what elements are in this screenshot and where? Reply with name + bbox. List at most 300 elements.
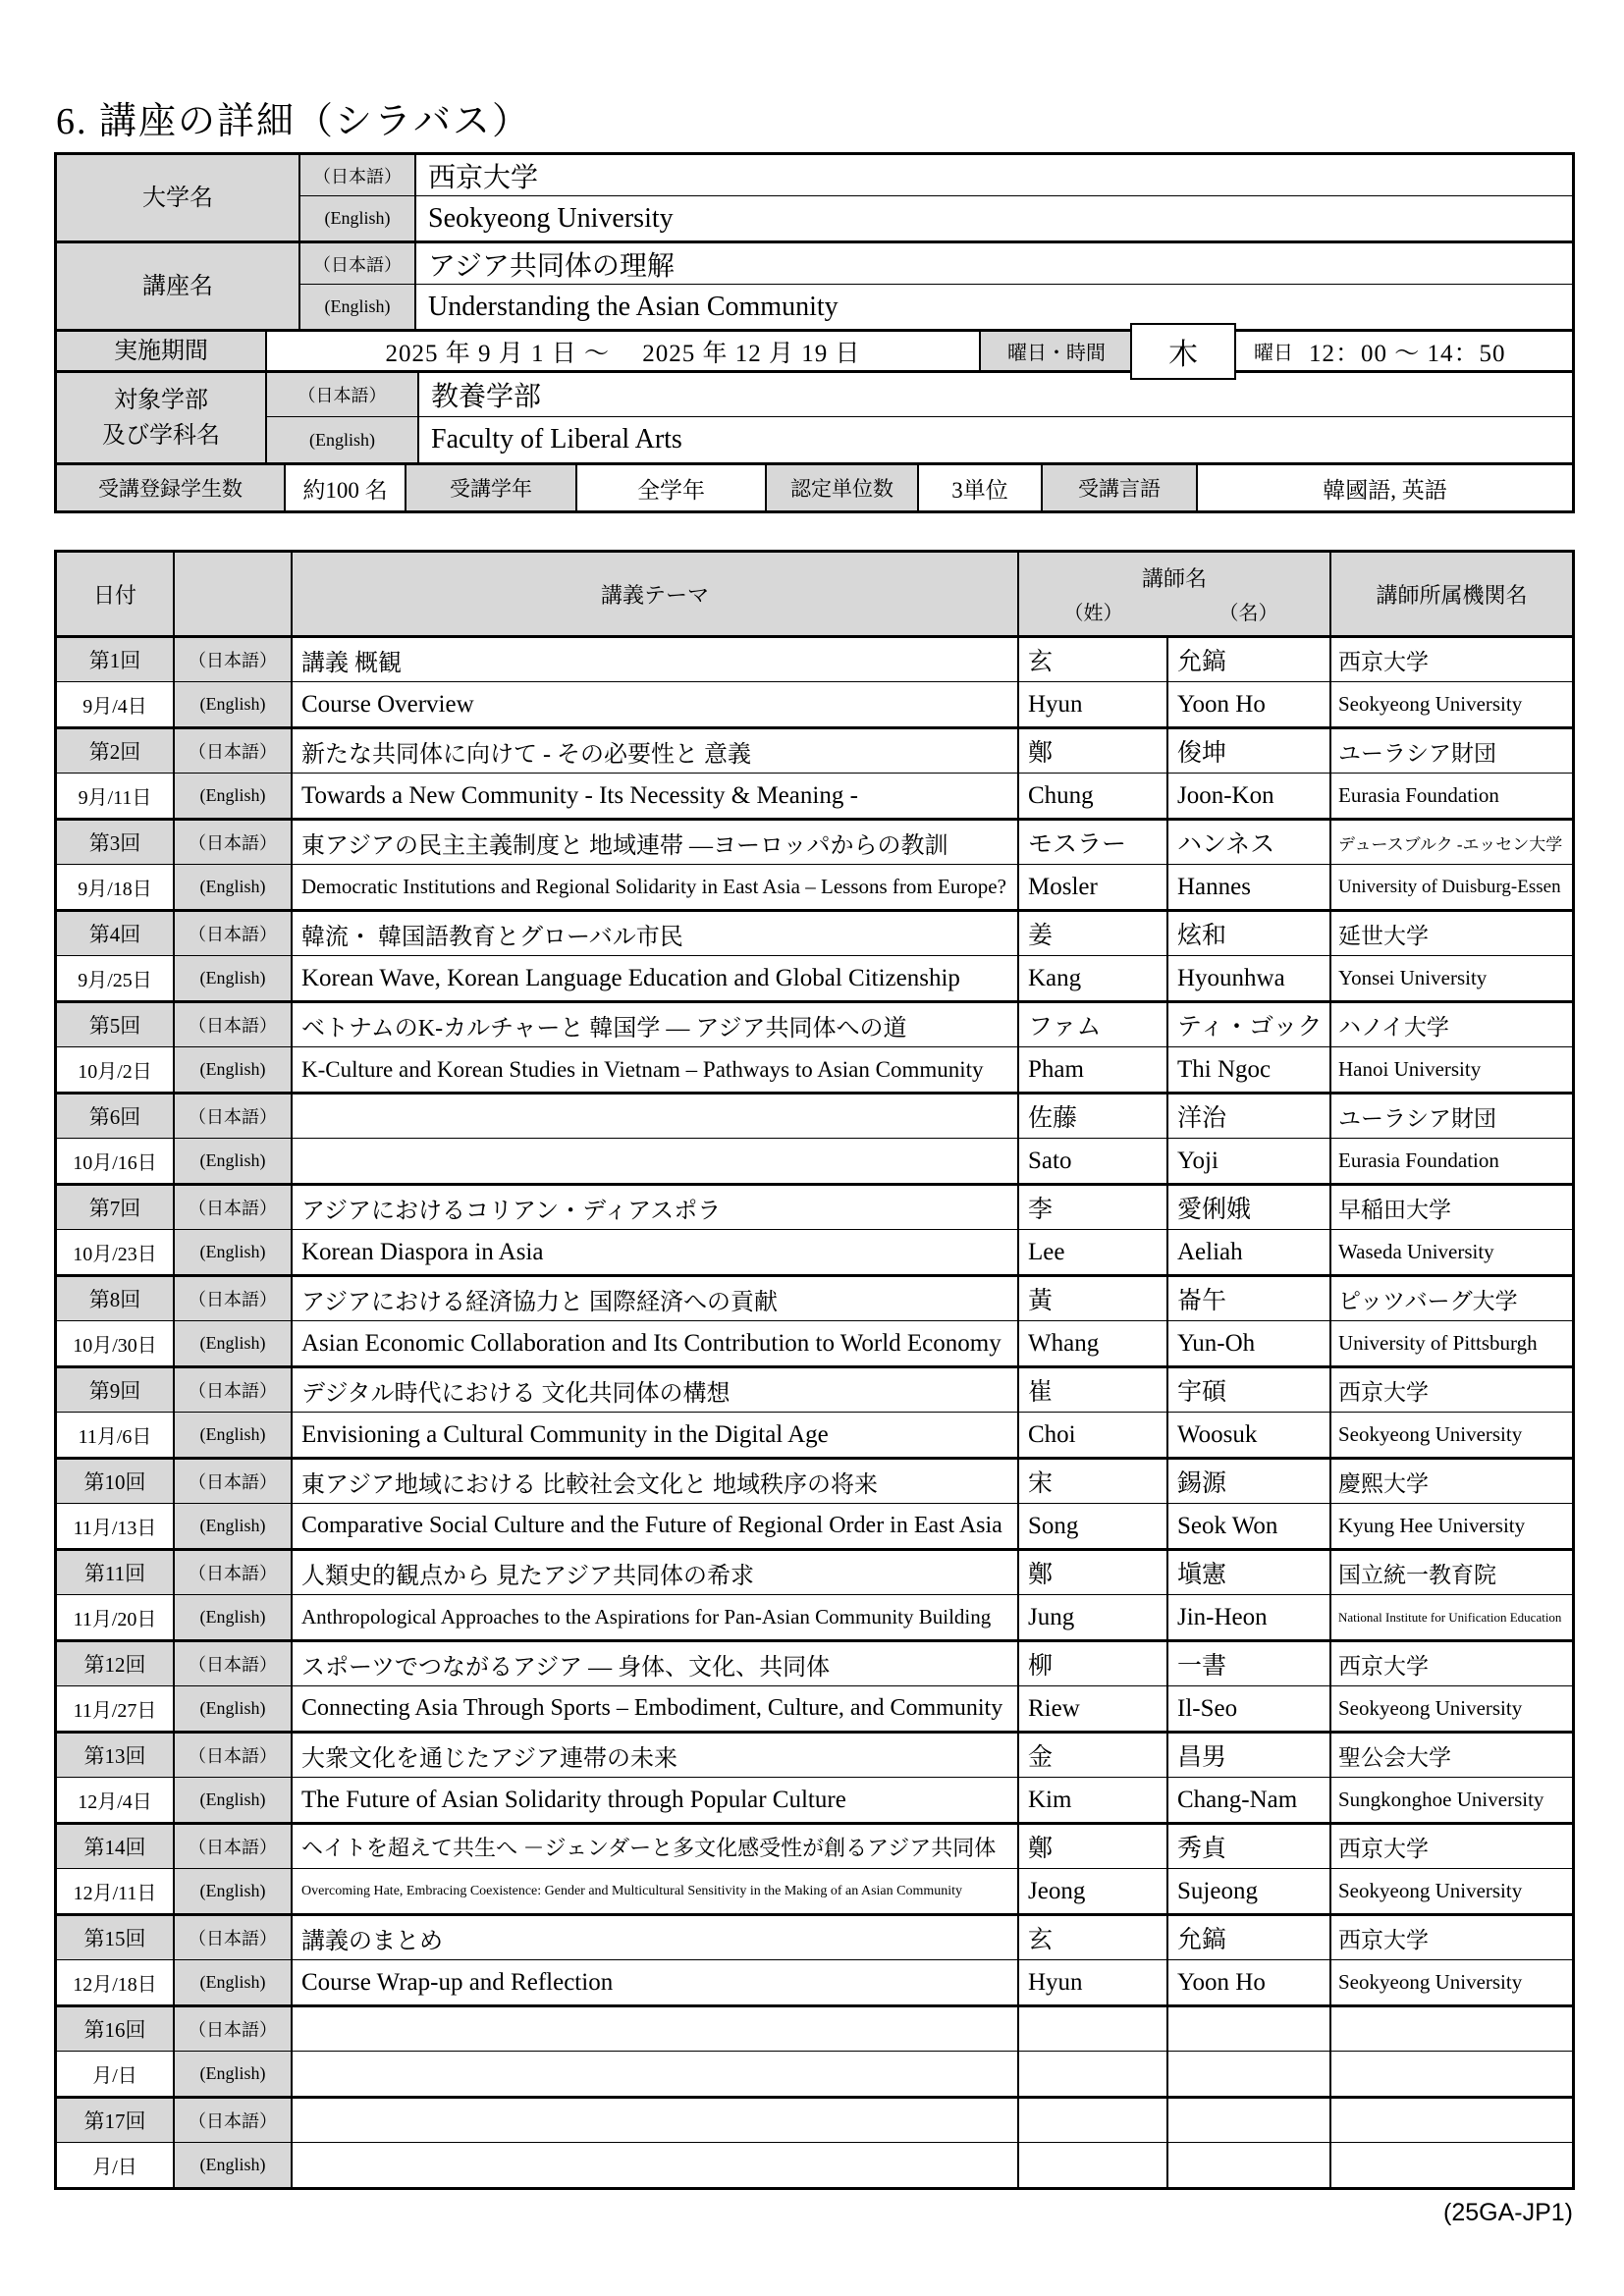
- givenname-en: Hyounhwa: [1177, 964, 1285, 991]
- surname-en: Whang: [1028, 1329, 1100, 1357]
- surname-en: Jung: [1028, 1603, 1075, 1630]
- lecture-group: [57, 1460, 1572, 1551]
- org-ja: 西京大学: [1338, 1379, 1429, 1405]
- course-name-en: Understanding the Asian Community: [428, 291, 839, 322]
- lecture-row-ja: [57, 912, 1572, 956]
- givenname-ja-cell: [1168, 1368, 1331, 1412]
- lecture-date-cell: [57, 1960, 175, 2004]
- lecture-group: [57, 1642, 1572, 1734]
- theme-en-cell: [293, 1960, 1019, 2004]
- en-tag: (English): [175, 865, 293, 909]
- theme-en-cell: [293, 1230, 1019, 1274]
- lecture-date: 12月/4日: [78, 1791, 152, 1813]
- surname-header: （姓）: [1063, 603, 1123, 624]
- org-en-cell: [1331, 1321, 1572, 1365]
- lecture-date: 10月/16日: [73, 1152, 157, 1174]
- givenname-ja-cell: [1168, 2099, 1331, 2142]
- surname-en: Kang: [1028, 964, 1082, 991]
- org-en-cell: [1331, 1869, 1572, 1913]
- theme-header: 講義テーマ: [293, 553, 1019, 635]
- theme-ja-cell: [293, 1186, 1019, 1229]
- en-tag: (English): [175, 1413, 293, 1457]
- org-ja: 西京大学: [1338, 1653, 1429, 1679]
- org-ja-cell: [1331, 1095, 1572, 1138]
- surname-ja-cell: [1019, 1551, 1168, 1594]
- givenname-ja-cell: [1168, 2007, 1331, 2051]
- theme-ja-cell: [293, 1460, 1019, 1503]
- lecture-row-ja: [57, 1186, 1572, 1230]
- lecture-row-ja: [57, 1642, 1572, 1686]
- givenname-en-cell: [1168, 774, 1331, 818]
- lecture-no-cell: [57, 1551, 175, 1594]
- ja-tag: （日本語）: [175, 2007, 293, 2051]
- en-tag: (English): [175, 1595, 293, 1639]
- givenname-ja-cell: [1168, 638, 1331, 681]
- theme-ja: 新たな共同体に向けて - その必要性と 意義: [301, 741, 751, 768]
- theme-ja: 人類史的観点から 見たアジア共同体の希求: [301, 1563, 755, 1589]
- org-en-cell: [1331, 865, 1572, 909]
- givenname-header: （名）: [1218, 603, 1278, 624]
- theme-en-cell: [293, 1595, 1019, 1639]
- lecture-row-ja: [57, 2007, 1572, 2052]
- en-tag: (English): [175, 2143, 293, 2187]
- lecture-no: 第9回: [88, 1379, 141, 1403]
- givenname-ja-cell: [1168, 1277, 1331, 1320]
- givenname-ja-cell: [1168, 1734, 1331, 1777]
- surname-ja: 姜: [1028, 923, 1054, 949]
- schedule-header: [57, 553, 1572, 638]
- ja-tag: （日本語）: [175, 1368, 293, 1412]
- en-tag: (English): [175, 1960, 293, 2004]
- lecture-row-en: [57, 1869, 1572, 1913]
- ja-tag: （日本語）: [175, 821, 293, 864]
- en-tag: (English): [175, 1139, 293, 1183]
- ja-tag: （日本語）: [175, 2099, 293, 2142]
- lecture-no: 第8回: [88, 1288, 141, 1311]
- lecture-no-cell: [57, 1186, 175, 1229]
- org-en-cell: [1331, 1686, 1572, 1731]
- org-ja-cell: [1331, 2007, 1572, 2051]
- org-en-cell: [1331, 956, 1572, 1000]
- lecture-row-en: [57, 1413, 1572, 1457]
- en-tag: (English): [175, 1686, 293, 1731]
- en-tag: (English): [175, 1321, 293, 1365]
- lecture-date-cell: [57, 1778, 175, 1822]
- org-en: Seokyeong University: [1338, 1970, 1523, 1994]
- org-en-cell: [1331, 1595, 1572, 1639]
- surname-ja-cell: [1019, 638, 1168, 681]
- org-en-cell: [1331, 1504, 1572, 1548]
- lecture-row-en: [57, 1230, 1572, 1274]
- org-ja-cell: [1331, 912, 1572, 955]
- lecture-date-cell: [57, 2052, 175, 2096]
- lecture-no: 第11回: [83, 1562, 146, 1585]
- lecture-row-ja: [57, 1916, 1572, 1960]
- givenname-ja: 洋治: [1177, 1105, 1227, 1132]
- lecture-row-en: [57, 774, 1572, 818]
- surname-en-cell: [1019, 682, 1168, 726]
- givenname-en: Yun-Oh: [1177, 1329, 1256, 1357]
- theme-en: K-Culture and Korean Studies in Vietnam – Pathways to Asian Community: [301, 1056, 984, 1082]
- surname-en: Chung: [1028, 781, 1094, 809]
- ja-tag: （日本語）: [175, 1003, 293, 1046]
- theme-en-cell: [293, 1778, 1019, 1822]
- org-ja-cell: [1331, 729, 1572, 773]
- en-tag: (English): [175, 682, 293, 726]
- lecturer-header: 講師名 （姓） （名）: [1019, 553, 1331, 635]
- ja-tag: （日本語）: [175, 1734, 293, 1777]
- lecture-no: 第14回: [83, 1836, 146, 1859]
- en-tag: (English): [175, 1778, 293, 1822]
- theme-ja-cell: [293, 1916, 1019, 1959]
- lecture-group: [57, 1825, 1572, 1916]
- surname-en: Riew: [1028, 1694, 1080, 1722]
- university-name-en: Seokyeong University: [428, 202, 674, 234]
- surname-ja-cell: [1019, 1825, 1168, 1868]
- givenname-ja: 炫和: [1177, 923, 1227, 949]
- surname-ja-cell: [1019, 2099, 1168, 2142]
- theme-en: Asian Economic Collaboration and Its Contribution to World Economy: [301, 1329, 1001, 1357]
- lecture-row-en: [57, 1321, 1572, 1365]
- surname-ja: 柳: [1028, 1653, 1054, 1680]
- givenname-ja-cell: [1168, 1003, 1331, 1046]
- lecture-no-cell: [57, 1734, 175, 1777]
- surname-ja: 玄: [1028, 1927, 1054, 1953]
- en-tag: (English): [175, 1504, 293, 1548]
- lecture-no: 第7回: [88, 1197, 141, 1220]
- givenname-en: Yoji: [1177, 1147, 1218, 1174]
- org-ja-cell: [1331, 1825, 1572, 1868]
- lecture-row-en: [57, 682, 1572, 726]
- theme-en: Towards a New Community - Its Necessity & Meaning -: [301, 781, 858, 809]
- grade-value: 全学年: [577, 465, 767, 510]
- surname-ja: 李: [1028, 1197, 1054, 1223]
- surname-en: Pham: [1028, 1055, 1084, 1083]
- lecture-row-ja: [57, 1368, 1572, 1413]
- org-ja: 西京大学: [1338, 1836, 1429, 1861]
- org-en: Seokyeong University: [1338, 1422, 1523, 1446]
- lecture-date-cell: [57, 774, 175, 818]
- givenname-en-cell: [1168, 2052, 1331, 2096]
- weekday-box: 木: [1130, 323, 1236, 380]
- period-dates: 2025 年 9 月 1 日 ～ 2025 年 12 月 19 日: [385, 340, 861, 367]
- org-en: Seokyeong University: [1338, 1696, 1523, 1720]
- theme-ja: 東アジア地域における 比較社会文化と 地域秩序の将来: [301, 1471, 879, 1498]
- lecture-date-cell: [57, 1139, 175, 1183]
- givenname-en-cell: [1168, 1595, 1331, 1639]
- lecture-date-cell: [57, 682, 175, 726]
- en-tag: (English): [175, 1869, 293, 1913]
- lecture-group: [57, 1916, 1572, 2007]
- language-value: 韓國語, 英語: [1323, 477, 1447, 503]
- en-tag: (English): [267, 417, 419, 462]
- lecture-group: [57, 729, 1572, 821]
- theme-ja: 講義のまとめ: [301, 1928, 443, 1954]
- en-tag: (English): [175, 1230, 293, 1274]
- givenname-ja: 錫源: [1177, 1470, 1227, 1497]
- givenname-en-cell: [1168, 682, 1331, 726]
- givenname-ja-cell: [1168, 821, 1331, 864]
- theme-ja-cell: [293, 2007, 1019, 2051]
- org-en-cell: [1331, 1139, 1572, 1183]
- lecture-no: 第12回: [83, 1653, 146, 1677]
- ja-tag: （日本語）: [300, 155, 416, 195]
- faculty-ja: 教養学部: [431, 382, 542, 412]
- en-tag: (English): [175, 774, 293, 818]
- surname-ja-cell: [1019, 1277, 1168, 1320]
- lecture-date: 11月/27日: [73, 1700, 157, 1722]
- givenname-en-cell: [1168, 1413, 1331, 1457]
- lecture-group: [57, 1095, 1572, 1186]
- lecture-no: 第17回: [83, 2109, 146, 2133]
- lecture-row-en: [57, 1047, 1572, 1092]
- theme-ja-cell: [293, 2099, 1019, 2142]
- lecture-row-en: [57, 1960, 1572, 2004]
- theme-en: Democratic Institutions and Regional Solidarity in East Asia – Lessons from Europe?: [301, 875, 1006, 898]
- lecture-date-cell: [57, 1595, 175, 1639]
- university-name-band: [57, 155, 1572, 243]
- givenname-en-cell: [1168, 956, 1331, 1000]
- lecture-row-ja: [57, 1734, 1572, 1778]
- givenname-ja-cell: [1168, 912, 1331, 955]
- givenname-en: Yoon Ho: [1177, 1968, 1266, 1996]
- givenname-ja-cell: [1168, 1186, 1331, 1229]
- givenname-ja: 一書: [1177, 1653, 1227, 1680]
- org-en-cell: [1331, 1778, 1572, 1822]
- schedule-table: [54, 550, 1575, 2190]
- givenname-ja-cell: [1168, 1095, 1331, 1138]
- surname-en-cell: [1019, 1230, 1168, 1274]
- surname-ja: 金: [1028, 1744, 1054, 1771]
- givenname-en: Aeliah: [1177, 1238, 1243, 1265]
- org-ja-cell: [1331, 1551, 1572, 1594]
- lecture-date: 9月/25日: [78, 970, 152, 991]
- lecture-row-en: [57, 1595, 1572, 1639]
- lecture-row-ja: [57, 1551, 1572, 1595]
- org-ja: 西京大学: [1338, 1927, 1429, 1952]
- lecture-date-cell: [57, 1686, 175, 1731]
- org-en-cell: [1331, 1960, 1572, 2004]
- class-time: 12：00 ～ 14：50: [1309, 340, 1506, 367]
- theme-en-cell: [293, 2052, 1019, 2096]
- lecture-group: [57, 821, 1572, 912]
- org-ja: 早稲田大学: [1338, 1197, 1451, 1222]
- lang-column-header: [175, 553, 293, 635]
- theme-ja-cell: [293, 1551, 1019, 1594]
- theme-en-cell: [293, 1869, 1019, 1913]
- org-ja-cell: [1331, 1277, 1572, 1320]
- org-ja-cell: [1331, 1368, 1572, 1412]
- org-header: 講師所属機関名: [1376, 582, 1528, 608]
- theme-ja: スポーツでつながるアジア ― 身体、文化、共同体: [301, 1654, 831, 1681]
- org-en: National Institute for Unification Education: [1338, 1609, 1562, 1625]
- credits-value: 3単位: [919, 465, 1043, 510]
- lecture-no: 第2回: [88, 740, 141, 764]
- ja-tag: （日本語）: [267, 373, 419, 416]
- surname-ja: 佐藤: [1028, 1105, 1078, 1132]
- page-title: 6. 講座の詳細（シラバス）: [56, 101, 532, 142]
- theme-ja: 東アジアの民主主義制度と 地域連帯 ―ヨーロッパからの教訓: [301, 832, 948, 859]
- course-name-ja: アジア共同体の理解: [428, 250, 675, 282]
- theme-en-cell: [293, 682, 1019, 726]
- period-band: [57, 332, 1572, 373]
- lecture-row-ja: [57, 1825, 1572, 1869]
- surname-ja-cell: [1019, 2007, 1168, 2051]
- theme-en: The Future of Asian Solidarity through Popular Culture: [301, 1786, 846, 1813]
- givenname-ja: 允鎬: [1177, 649, 1227, 675]
- course-info-table: [54, 152, 1575, 513]
- givenname-en: Jin-Heon: [1177, 1603, 1268, 1630]
- theme-en-cell: [293, 956, 1019, 1000]
- lecture-date-cell: [57, 865, 175, 909]
- givenname-ja-cell: [1168, 1551, 1331, 1594]
- en-tag: (English): [300, 196, 416, 240]
- surname-en-cell: [1019, 774, 1168, 818]
- daytime-label: 曜日・時間: [981, 332, 1134, 370]
- org-ja: ハノイ大学: [1338, 1014, 1449, 1040]
- lecture-no: 第3回: [88, 831, 141, 855]
- enrollment-band: [57, 465, 1572, 510]
- lecture-row-ja: [57, 729, 1572, 774]
- theme-en-cell: [293, 1047, 1019, 1092]
- theme-en: Connecting Asia Through Sports – Embodiment, Culture, and Community: [301, 1695, 1003, 1721]
- surname-en-cell: [1019, 1595, 1168, 1639]
- givenname-en-cell: [1168, 1504, 1331, 1548]
- theme-en: Korean Diaspora in Asia: [301, 1238, 544, 1265]
- lecture-group: [57, 1277, 1572, 1368]
- givenname-ja-cell: [1168, 729, 1331, 773]
- org-en-cell: [1331, 2052, 1572, 2096]
- lecture-no: 第4回: [88, 923, 141, 946]
- surname-ja-cell: [1019, 912, 1168, 955]
- theme-en-cell: [293, 865, 1019, 909]
- lecture-no: 第1回: [88, 649, 141, 672]
- lecture-date: 10月/30日: [73, 1335, 157, 1357]
- theme-en-cell: [293, 1321, 1019, 1365]
- org-en: Seokyeong University: [1338, 1879, 1523, 1902]
- university-name-ja: 西京大学: [428, 162, 539, 193]
- lecture-date: 10月/2日: [78, 1061, 152, 1083]
- givenname-ja-cell: [1168, 1642, 1331, 1685]
- lecture-no-cell: [57, 821, 175, 864]
- theme-ja: 大衆文化を通じたアジア連帯の未来: [301, 1745, 678, 1772]
- students-label: 受講登録学生数: [57, 465, 286, 510]
- theme-ja: アジアにおけるコリアン・ディアスポラ: [301, 1198, 722, 1224]
- lecture-no: 第13回: [83, 1744, 146, 1768]
- theme-ja-cell: [293, 638, 1019, 681]
- surname-ja-cell: [1019, 1916, 1168, 1959]
- org-en: Yonsei University: [1338, 966, 1488, 989]
- faculty-band: [57, 373, 1572, 465]
- lecture-date-cell: [57, 1321, 175, 1365]
- lecture-group: [57, 1551, 1572, 1642]
- givenname-en: Il-Seo: [1177, 1694, 1238, 1722]
- course-name-band: [57, 243, 1572, 332]
- theme-en-cell: [293, 1504, 1019, 1548]
- theme-ja: 韓流・ 韓国語教育とグローバル市民: [301, 924, 683, 950]
- lecture-group: [57, 1186, 1572, 1277]
- surname-ja: 鄭: [1028, 1836, 1054, 1862]
- credits-label: 認定単位数: [767, 465, 919, 510]
- org-en-cell: [1331, 2143, 1572, 2187]
- org-en: Hanoi University: [1338, 1057, 1482, 1081]
- theme-en: Envisioning a Cultural Community in the Digital Age: [301, 1420, 829, 1448]
- lecture-date-cell: [57, 1230, 175, 1274]
- lecture-no: 第15回: [83, 1927, 146, 1950]
- surname-en: Hyun: [1028, 690, 1083, 718]
- org-ja-cell: [1331, 2099, 1572, 2142]
- org-ja: 西京大学: [1338, 649, 1429, 674]
- surname-en: Sato: [1028, 1147, 1072, 1174]
- lecture-date-cell: [57, 1047, 175, 1092]
- givenname-en-cell: [1168, 1686, 1331, 1731]
- surname-ja-cell: [1019, 729, 1168, 773]
- lecture-row-en: [57, 1504, 1572, 1548]
- theme-ja-cell: [293, 1642, 1019, 1685]
- theme-ja: デジタル時代における 文化共同体の構想: [301, 1380, 731, 1407]
- theme-ja: 講義 概観: [301, 650, 402, 676]
- surname-ja-cell: [1019, 1095, 1168, 1138]
- surname-ja-cell: [1019, 821, 1168, 864]
- ja-tag: （日本語）: [175, 1186, 293, 1229]
- givenname-en-cell: [1168, 1960, 1331, 2004]
- university-name-label: 大学名: [57, 155, 300, 240]
- en-tag: (English): [175, 956, 293, 1000]
- theme-ja-cell: [293, 912, 1019, 955]
- lecture-date-cell: [57, 1504, 175, 1548]
- lecture-row-en: [57, 1686, 1572, 1731]
- surname-en: Song: [1028, 1512, 1079, 1539]
- lecture-no-cell: [57, 1095, 175, 1138]
- lecture-row-en: [57, 956, 1572, 1000]
- surname-en-cell: [1019, 1321, 1168, 1365]
- surname-ja-cell: [1019, 1368, 1168, 1412]
- grade-label: 受講学年: [406, 465, 577, 510]
- theme-en: Course Wrap-up and Reflection: [301, 1968, 614, 1996]
- givenname-ja-cell: [1168, 1825, 1331, 1868]
- lecture-no-cell: [57, 638, 175, 681]
- surname-en-cell: [1019, 2052, 1168, 2096]
- lecture-no-cell: [57, 2099, 175, 2142]
- ja-tag: （日本語）: [175, 729, 293, 773]
- ja-tag: （日本語）: [175, 1916, 293, 1959]
- givenname-en: Sujeong: [1177, 1877, 1258, 1904]
- surname-en-cell: [1019, 1139, 1168, 1183]
- org-en: Kyung Hee University: [1338, 1514, 1526, 1537]
- lecture-row-en: [57, 2052, 1572, 2096]
- givenname-en-cell: [1168, 1139, 1331, 1183]
- lecture-date-cell: [57, 1869, 175, 1913]
- course-name-label: 講座名: [57, 243, 300, 329]
- lecture-group: [57, 912, 1572, 1003]
- en-tag: (English): [175, 2052, 293, 2096]
- lecture-date-cell: [57, 2143, 175, 2187]
- surname-en: Jeong: [1028, 1877, 1086, 1904]
- lecture-row-en: [57, 865, 1572, 909]
- givenname-ja: 允鎬: [1177, 1927, 1227, 1953]
- surname-en-cell: [1019, 1413, 1168, 1457]
- org-en: University of Duisburg-Essen: [1338, 876, 1561, 897]
- givenname-en: Yoon Ho: [1177, 690, 1266, 718]
- lecture-no-cell: [57, 1277, 175, 1320]
- lecture-date: 11月/20日: [73, 1609, 157, 1630]
- lecture-date: 11月/13日: [73, 1518, 157, 1539]
- theme-ja-cell: [293, 1095, 1019, 1138]
- surname-ja-cell: [1019, 1186, 1168, 1229]
- givenname-ja: 崙午: [1177, 1288, 1227, 1314]
- theme-en-cell: [293, 2143, 1019, 2187]
- surname-en-cell: [1019, 1960, 1168, 2004]
